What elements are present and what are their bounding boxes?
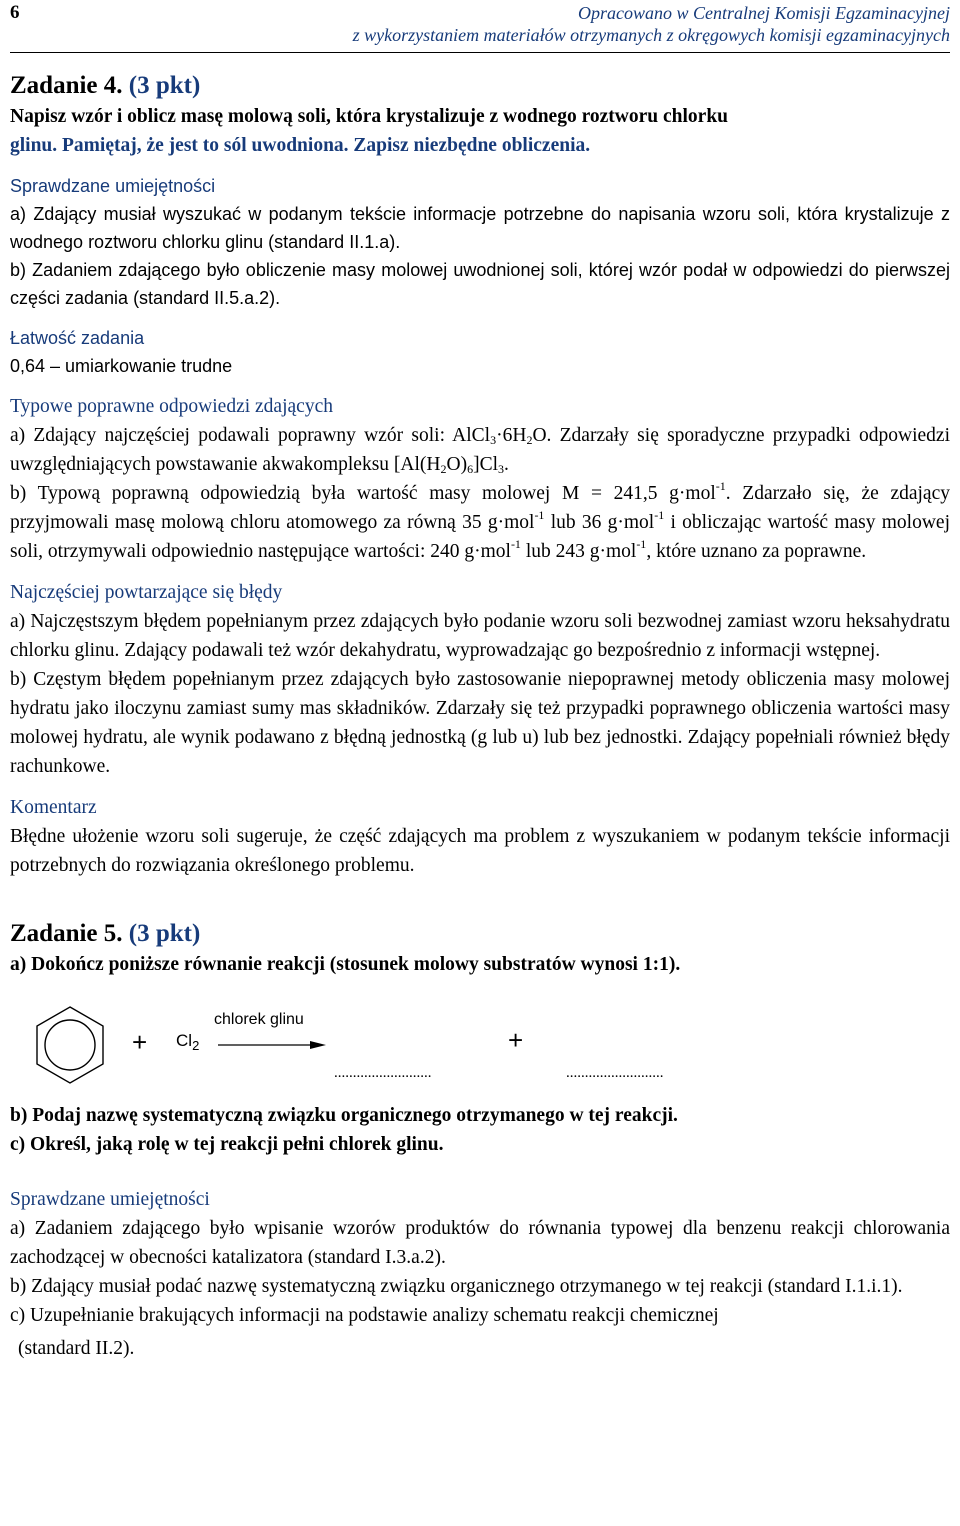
page-header [10,0,950,53]
task4-error-b: b) Częstym błędem popełnianym przez zdających było zastosowanie niepoprawnej metody obliczenia masy molowej hydratu jako iloczynu zamiast sumy mas składników. Zdarzały się też przypadki poprawnego obliczenia wartości masy molowej hydratu, ale wynik podawano z błędną jednostką (g lub u) lub bez jednostki. Zdający popełniali również błędy rachunkowe. [10,669,950,777]
task4-typical-heading: Typowe poprawne odpowiedzi zdających [10,396,333,417]
task5-skill-c-line2: (standard II.2). [18,1338,135,1359]
page-content [10,70,950,1363]
product-blank-2[interactable]: .......................... [566,1065,664,1081]
header-source [353,2,950,46]
task5-command-c: c) Określ, jaką rolę w tej reakcji pełni chlorek glinu. [10,1134,444,1155]
task4-errors-heading: Najczęściej powtarzające się błędy [10,582,283,603]
task5-skill-a: a) Zadaniem zdającego było wpisanie wzorów produktów do równania typowej dla benzenu reakcji chlorowania zachodzącej w obecności katalizatora (standard I.3.a.2). [10,1218,950,1268]
task5-command-b: b) Podaj nazwę systematyczną związku organicznego otrzymanego w tej reakcji. [10,1105,678,1126]
task4-difficulty-value: 0,64 – umiarkowanie trudne [10,356,233,376]
product-blank-1[interactable]: .......................... [334,1065,432,1081]
task4-error-a: a) Najczęstszym błędem popełnianym przez zdających było podanie wzoru soli bezwodnej zamiast wzoru heksahydratu chlorku glinu. Zdający podawali też wzór dekahydratu, wyprowadzając go bezpośrednio z informacji wstępnej. [10,611,950,661]
reaction-catalyst: chlorek glinu [214,1011,304,1028]
reaction-arrow-icon [218,1041,326,1049]
task5-title: Zadanie 5. (3 pkt) [10,920,201,947]
task5-skill-b: b) Zdający musiał podać nazwę systematyczną związku organicznego otrzymanego w tej reakcji (standard I.1.i.1). [10,1276,903,1297]
task5-skills-heading: Sprawdzane umiejętności [10,1189,210,1210]
task4-command-line1: Napisz wzór i oblicz masę molową soli, która krystalizuje z wodnego roztworu chlorku [10,106,729,127]
reaction-reagent: $Cl_2$ [176,1031,200,1053]
reaction-scheme [10,997,950,1089]
task4-comment-text: Błędne ułożenie wzoru soli sugeruje, że część zdających ma problem z wyszukaniem w podanym tekście informacji potrzebnych do rozwiązania określonego problemu. [10,826,950,876]
task5-command-a: a) Dokończ poniższe równanie reakcji (stosunek molowy substratów wynosi 1:1). [10,954,681,975]
task4-typical-b: b) Typową poprawną odpowiedzią była wartość masy molowej M = 241,5 g·mol$^{-1}$. Zdarzało się, że zdający przyjmowali masę molową chloru atomowego za równą 35 g·mol$^{-1}$ lub 36 g·mol$^{-1}$ i obliczając wartość masy molowej soli, otrzymywali odpowiednio następujące wartości: 240 g·mol$^{-1}$ lub 243 g·mol$^{-1}$, które uznano za poprawne. [10,479,950,562]
task4-skill-a: a) Zdający musiał wyszukać w podanym tekście informacje potrzebne do napisania wzoru soli, która krystalizuje z wodnego roztworu chlorku glinu (standard II.1.a). [10,204,950,252]
task4-typical-a: a) Zdający najczęściej podawali poprawny wzór soli: $AlCl_3\cdot 6H_2O$. Zdarzały się sporadyczne przypadki odpowiedzi uwzględniających powstawanie akwakompleksu $[Al(H_2O)_6]Cl_3$. [10,425,950,476]
task4-title: Zadanie 4. (3 pkt) [10,72,201,99]
benzene-ring-icon [37,1007,103,1083]
task4-points: (3 pkt) [128,72,201,99]
task4-difficulty-heading: Łatwość zadania [10,328,145,348]
task4-command-line2: glinu. Pamiętaj, że jest to sól uwodniona. Zapisz niezbędne obliczenia. [10,135,591,156]
reaction-drawing [10,997,950,1089]
task5-skill-c-line1: c) Uzupełnianie brakujących informacji na podstawie analizy schematu reakcji chemicznej [10,1305,719,1326]
header-source-line2: z wykorzystaniem materiałów otrzymanych z okręgowych komisji egzaminacyjnych [352,25,950,45]
reaction-plus-1: + [132,1027,148,1057]
page-number: 6 [10,2,20,23]
task4-skill-b: b) Zadaniem zdającego było obliczenie masy molowej uwodnionej soli, której wzór podał w odpowiedzi do pierwszej części zadania (standard II.5.a.2). [10,260,950,308]
task5-points: (3 pkt) [128,920,201,947]
task4-skills-heading: Sprawdzane umiejętności [10,176,216,196]
task4-comment-heading: Komentarz [10,797,97,818]
header-source-line1: Opracowano w Centralnej Komisji Egzaminacyjnej [578,3,950,23]
reaction-plus-2: + [508,1025,524,1055]
